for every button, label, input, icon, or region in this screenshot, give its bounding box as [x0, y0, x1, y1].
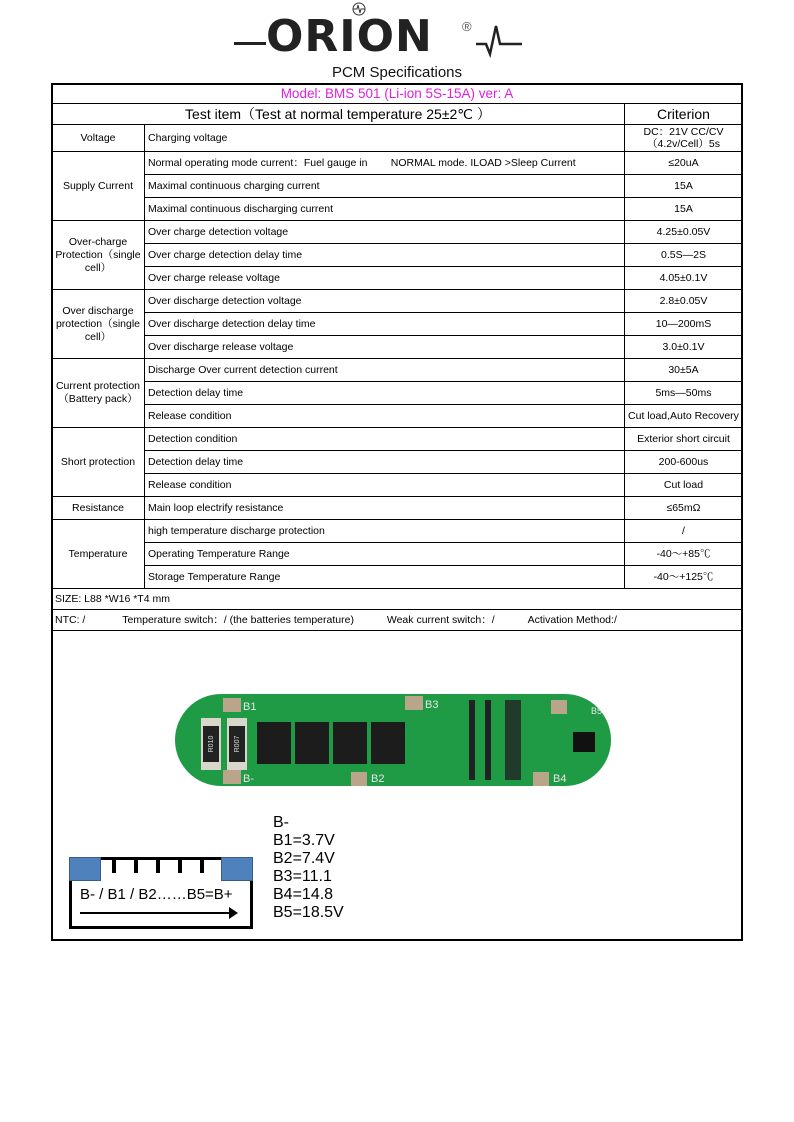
logo-line — [234, 42, 266, 45]
item-cell: Storage Temperature Range — [145, 566, 625, 589]
voltage-list — [273, 814, 344, 922]
table-row — [52, 566, 743, 589]
item-cell: Operating Temperature Range — [145, 543, 625, 566]
item-cell: Detection condition — [145, 428, 625, 451]
criterion-cell: 2.8±0.05V — [624, 290, 742, 313]
pcb-label-b2: B2 — [371, 773, 385, 785]
header-row — [52, 104, 743, 125]
item-cell: Maximal continuous discharging current — [145, 198, 625, 221]
item-cell: Release condition — [145, 474, 625, 497]
spec-table — [51, 83, 743, 631]
model-line: Model: BMS 501 (Li-ion 5S-15A) ver: A — [52, 84, 743, 104]
item-cell: Over discharge release voltage — [145, 336, 625, 359]
criterion-cell: 10—200mS — [624, 313, 742, 336]
model-row — [52, 84, 743, 104]
pulse-line-icon — [476, 22, 524, 62]
pin — [112, 857, 116, 873]
table-row — [52, 543, 743, 566]
criterion-cell: 0.5S—2S — [624, 244, 742, 267]
voltage-b4: B4=14.8 — [273, 886, 334, 903]
item-cell: Over charge detection delay time — [145, 244, 625, 267]
criterion-cell: / — [624, 520, 742, 543]
criterion-cell: 15A — [624, 198, 742, 221]
pcb-label-b5: B5 — [591, 706, 603, 716]
size-text: SIZE: L88 *W16 *T4 mm — [52, 589, 743, 610]
item-cell: Over discharge detection delay time — [145, 313, 625, 336]
criterion-cell: ≤20uA — [624, 152, 742, 175]
table-row — [52, 244, 743, 267]
criterion-cell: DC：21V CC/CV（4.2v/Cell）5s — [624, 125, 742, 152]
category-cell: Over discharge protection（single cell） — [52, 290, 145, 359]
pin — [156, 857, 160, 873]
image-area — [53, 622, 741, 939]
item-cell: Over charge release voltage — [145, 267, 625, 290]
pcb-label-b-minus: B- — [243, 773, 254, 785]
brand-name: ORION — [266, 11, 433, 62]
spec-body — [52, 125, 743, 589]
arrow-icon — [80, 912, 236, 914]
criterion-cell: -40～+85℃ — [624, 543, 742, 566]
voltage-b2: B2=7.4V — [273, 850, 335, 867]
voltage-b1: B1=3.7V — [273, 832, 335, 849]
item-cell: Normal operating mode current：Fuel gauge in NORMAL mode. ILOAD >Sleep Current — [145, 152, 625, 175]
table-row — [52, 198, 743, 221]
pad-left — [69, 857, 101, 881]
wiring-diagram — [69, 857, 253, 929]
pin — [200, 857, 204, 873]
pcb-label-b1: B1 — [243, 701, 257, 713]
criterion-cell: Cut load,Auto Recovery — [624, 405, 742, 428]
category-cell: Supply Current — [52, 152, 145, 221]
activation-note: Activation Method:/ — [527, 614, 617, 626]
criterion-cell: Cut load — [624, 474, 742, 497]
wiring-sequence: B- / B1 / B2……B5=B+ — [80, 886, 233, 903]
weak-switch-note: Weak current switch：/ — [386, 614, 495, 626]
table-row — [52, 267, 743, 290]
category-cell: Temperature — [52, 520, 145, 589]
pcb-label-b4: B4 — [553, 773, 567, 785]
table-row — [52, 152, 743, 175]
table-row — [52, 221, 743, 244]
table-row — [52, 497, 743, 520]
pcb-label-b3: B3 — [425, 699, 439, 711]
item-cell: Charging voltage — [145, 125, 625, 152]
item-cell: Over discharge detection voltage — [145, 290, 625, 313]
item-cell: Release condition — [145, 405, 625, 428]
item-cell: Discharge Over current detection current — [145, 359, 625, 382]
category-cell: Current protection（Battery pack） — [52, 359, 145, 428]
size-row — [52, 589, 743, 610]
table-row — [52, 405, 743, 428]
category-cell: Short protection — [52, 428, 145, 497]
table-row — [52, 428, 743, 451]
pin — [134, 857, 138, 873]
criterion-cell: ≤65mΩ — [624, 497, 742, 520]
criterion-cell: 4.25±0.05V — [624, 221, 742, 244]
table-row — [52, 520, 743, 543]
criterion-cell: 30±5A — [624, 359, 742, 382]
item-cell: Maximal continuous charging current — [145, 175, 625, 198]
table-row — [52, 125, 743, 152]
category-cell: Resistance — [52, 497, 145, 520]
table-row — [52, 290, 743, 313]
category-cell: Voltage — [52, 125, 145, 152]
document-subtitle: PCM Specifications — [331, 64, 463, 81]
voltage-b-minus: B- — [273, 814, 289, 831]
table-row — [52, 382, 743, 405]
orion-logo — [230, 0, 530, 64]
pad-right — [221, 857, 253, 881]
item-cell: Over charge detection voltage — [145, 221, 625, 244]
criterion-cell: Exterior short circuit — [624, 428, 742, 451]
table-row — [52, 474, 743, 497]
resistor-code-2: R007 — [233, 735, 241, 753]
voltage-b3: B3=11.1 — [273, 868, 332, 885]
registered-mark: ® — [462, 19, 472, 34]
header-test-item: Test item（Test at normal temperature 25±2℃ ） — [52, 104, 625, 125]
item-cell: Detection delay time — [145, 382, 625, 405]
header-criterion: Criterion — [624, 104, 742, 125]
item-cell: Detection delay time — [145, 451, 625, 474]
table-row — [52, 359, 743, 382]
criterion-cell: 3.0±0.1V — [624, 336, 742, 359]
table-row — [52, 313, 743, 336]
temp-switch-note: Temperature switch：/ (the batteries temperature) — [122, 614, 354, 626]
category-cell: Over-charge Protection（single cell） — [52, 221, 145, 290]
table-row — [52, 336, 743, 359]
item-cell: Main loop electrify resistance — [145, 497, 625, 520]
criterion-cell: -40～+125℃ — [624, 566, 742, 589]
criterion-cell: 200-600us — [624, 451, 742, 474]
criterion-cell: 5ms—50ms — [624, 382, 742, 405]
table-row — [52, 451, 743, 474]
table-row — [52, 175, 743, 198]
pin — [178, 857, 182, 873]
resistor-code-1: R010 — [207, 735, 215, 753]
voltage-b5: B5=18.5V — [273, 904, 344, 921]
item-cell: high temperature discharge protection — [145, 520, 625, 543]
pcb-photo — [173, 686, 613, 794]
ntc-note: NTC: / — [55, 614, 86, 626]
criterion-cell: 4.05±0.1V — [624, 267, 742, 290]
criterion-cell: 15A — [624, 175, 742, 198]
